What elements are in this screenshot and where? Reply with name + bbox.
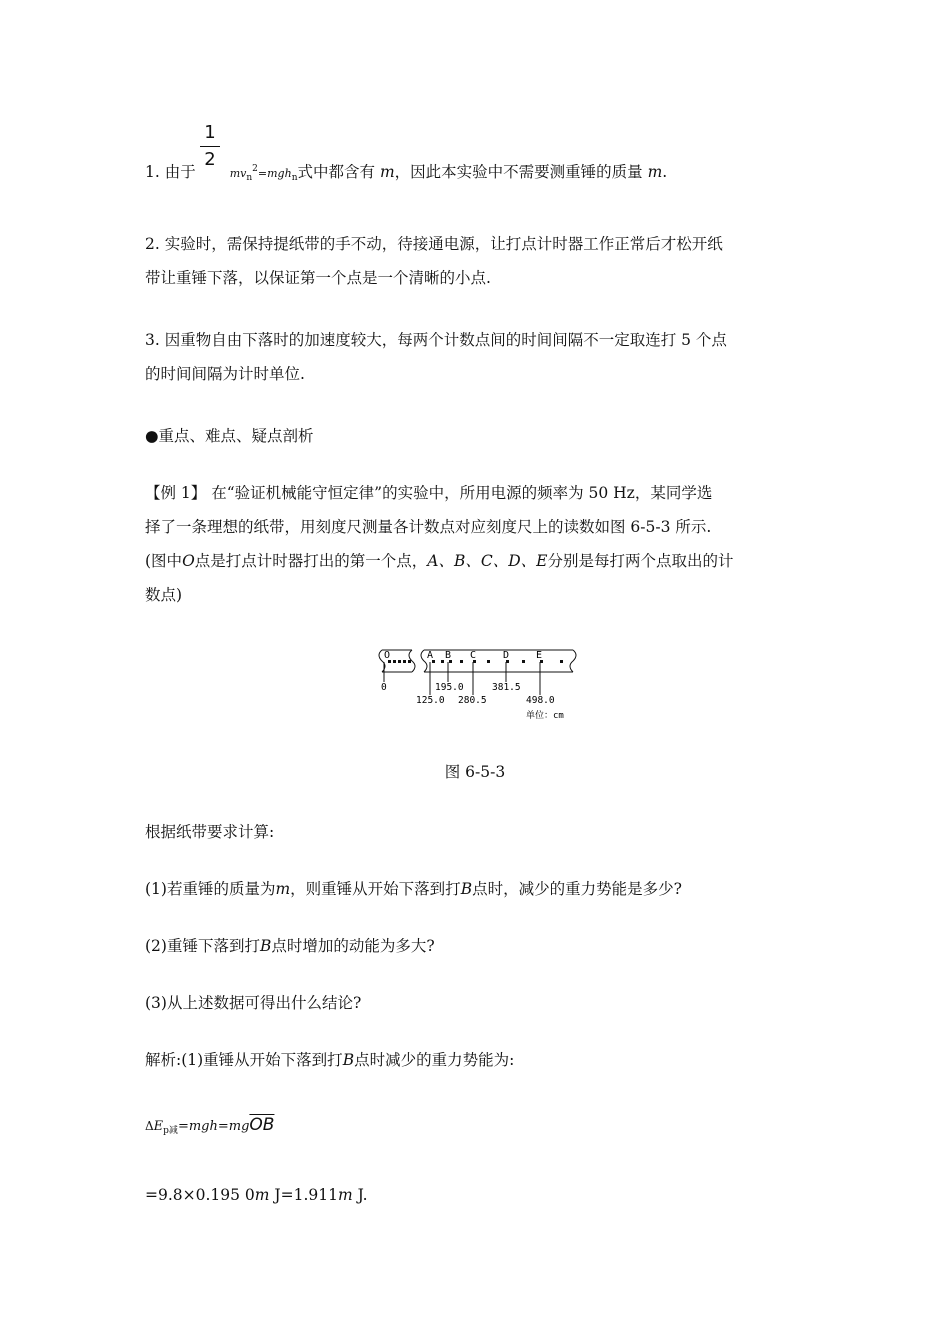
- example-points: A、B、C、D、E: [427, 552, 548, 570]
- eq-OB: $\overline{OB}$: [249, 1115, 275, 1135]
- fraction-denominator: 2: [204, 149, 216, 170]
- result-c: J.: [352, 1186, 368, 1204]
- solution-1-b: 点时减少的重力势能为:: [354, 1051, 515, 1069]
- reading-C: 280.5: [458, 695, 487, 706]
- question-3: (3)从上述数据可得出什么结论?: [145, 994, 362, 1012]
- q2-a: (2)重锤下落到打: [145, 937, 260, 955]
- q1-m: m: [275, 880, 291, 898]
- q1-c: 点时，减少的重力势能是多少?: [472, 880, 682, 898]
- formula-sub-n: n: [246, 173, 253, 183]
- tape-label-O: O: [384, 650, 391, 661]
- question-intro: 根据纸带要求计算:: [145, 823, 275, 841]
- eq-sub: p减: [163, 1126, 178, 1136]
- tape-label-B: B: [445, 650, 452, 661]
- q1-a: (1)若重锤的质量为: [145, 880, 276, 898]
- note-2-line-1: 2. 实验时，需保持提纸带的手不动，待接通电源，让打点计时器工作正常后才松开纸: [145, 235, 723, 253]
- reading-B: 195.0: [435, 682, 464, 693]
- tape-label-C: C: [470, 650, 477, 661]
- formula-sub-n2: n: [291, 173, 298, 183]
- reading-E: 498.0: [526, 695, 555, 706]
- example-line-3-a: (图中: [145, 552, 183, 570]
- solution-1-B: B: [342, 1051, 355, 1069]
- unit-label: 单位：cm: [526, 711, 564, 721]
- formula-mv: mv: [229, 167, 247, 180]
- section-heading: ●重点、难点、疑点剖析: [145, 427, 314, 445]
- eq-delta: Δ: [145, 1119, 154, 1133]
- example-line-3-c: 分别是每打两个点取出的计: [547, 552, 734, 570]
- note-3-line-2: 的时间间隔为计时单位.: [145, 365, 305, 383]
- reading-A: 125.0: [416, 695, 445, 706]
- result-m: m: [254, 1186, 270, 1204]
- eq-E: E: [153, 1119, 164, 1134]
- tape-label-D: D: [503, 650, 510, 661]
- q2-b: 点时增加的动能为多大?: [271, 937, 435, 955]
- note-2-line-2: 带让重锤下落，以保证第一个点是一个清晰的小点.: [145, 269, 491, 287]
- example-line-3: [145, 544, 805, 578]
- fraction-bar: [200, 146, 220, 147]
- tape-label-A: A: [427, 650, 434, 661]
- note-1-rest-2: ，因此本实验中不需要测重锤的质量: [394, 163, 643, 181]
- fraction-numerator: 1: [204, 122, 216, 143]
- example-1: [145, 476, 805, 612]
- q2-B: B: [259, 937, 272, 955]
- question-1: [145, 872, 805, 906]
- tape-label-E: E: [536, 650, 543, 661]
- solution-1-a: 解析:(1)重锤从开始下落到打: [145, 1051, 343, 1069]
- example-point-O: O: [182, 552, 195, 570]
- note-1-m2: m: [647, 163, 663, 181]
- example-line-1: 【例 1】 在“验证机械能守恒定律”的实验中，所用电源的频率为 50 Hz，某同学选: [145, 484, 713, 502]
- figure-caption: 图 6-5-3: [444, 763, 506, 781]
- formula-eq: =mgh: [257, 167, 292, 180]
- result-b: J=1.911: [269, 1186, 339, 1204]
- example-line-4: 数点): [145, 586, 183, 604]
- questions: [145, 815, 805, 849]
- paper-tape-figure: [360, 640, 600, 725]
- eq-rest: =mgh=mg: [177, 1119, 250, 1134]
- note-1-rest-1: 式中都含有: [297, 163, 375, 181]
- note-3: [145, 323, 805, 391]
- note-3-line-1: 3. 因重物自由下落时的加速度较大，每两个计数点间的时间间隔不一定取连打 5 个点: [145, 331, 727, 349]
- note-1-m1: m: [379, 163, 395, 181]
- solution-equation: [145, 1108, 805, 1148]
- result-a: =9.8×0.195 0: [145, 1186, 255, 1204]
- solution-line-1: [145, 1043, 805, 1077]
- reading-O: 0: [381, 682, 387, 693]
- solution-result: [145, 1178, 805, 1212]
- note-1: [145, 152, 805, 195]
- note-2: [145, 227, 805, 295]
- question-2: [145, 929, 805, 963]
- q1-b: ，则重锤从开始下落到打: [290, 880, 461, 898]
- note-1-prefix: 1. 由于: [145, 163, 196, 181]
- formula-sup-2: 2: [252, 164, 258, 174]
- example-line-3-b: 点是打点计时器打出的第一个点，: [194, 552, 428, 570]
- q1-B: B: [460, 880, 473, 898]
- result-m2: m: [338, 1186, 353, 1204]
- reading-D: 381.5: [492, 682, 521, 693]
- example-line-2: 择了一条理想的纸带，用刻度尺测量各计数点对应刻度尺上的读数如图 6-5-3 所示.: [145, 518, 712, 536]
- note-1-end: .: [662, 163, 668, 181]
